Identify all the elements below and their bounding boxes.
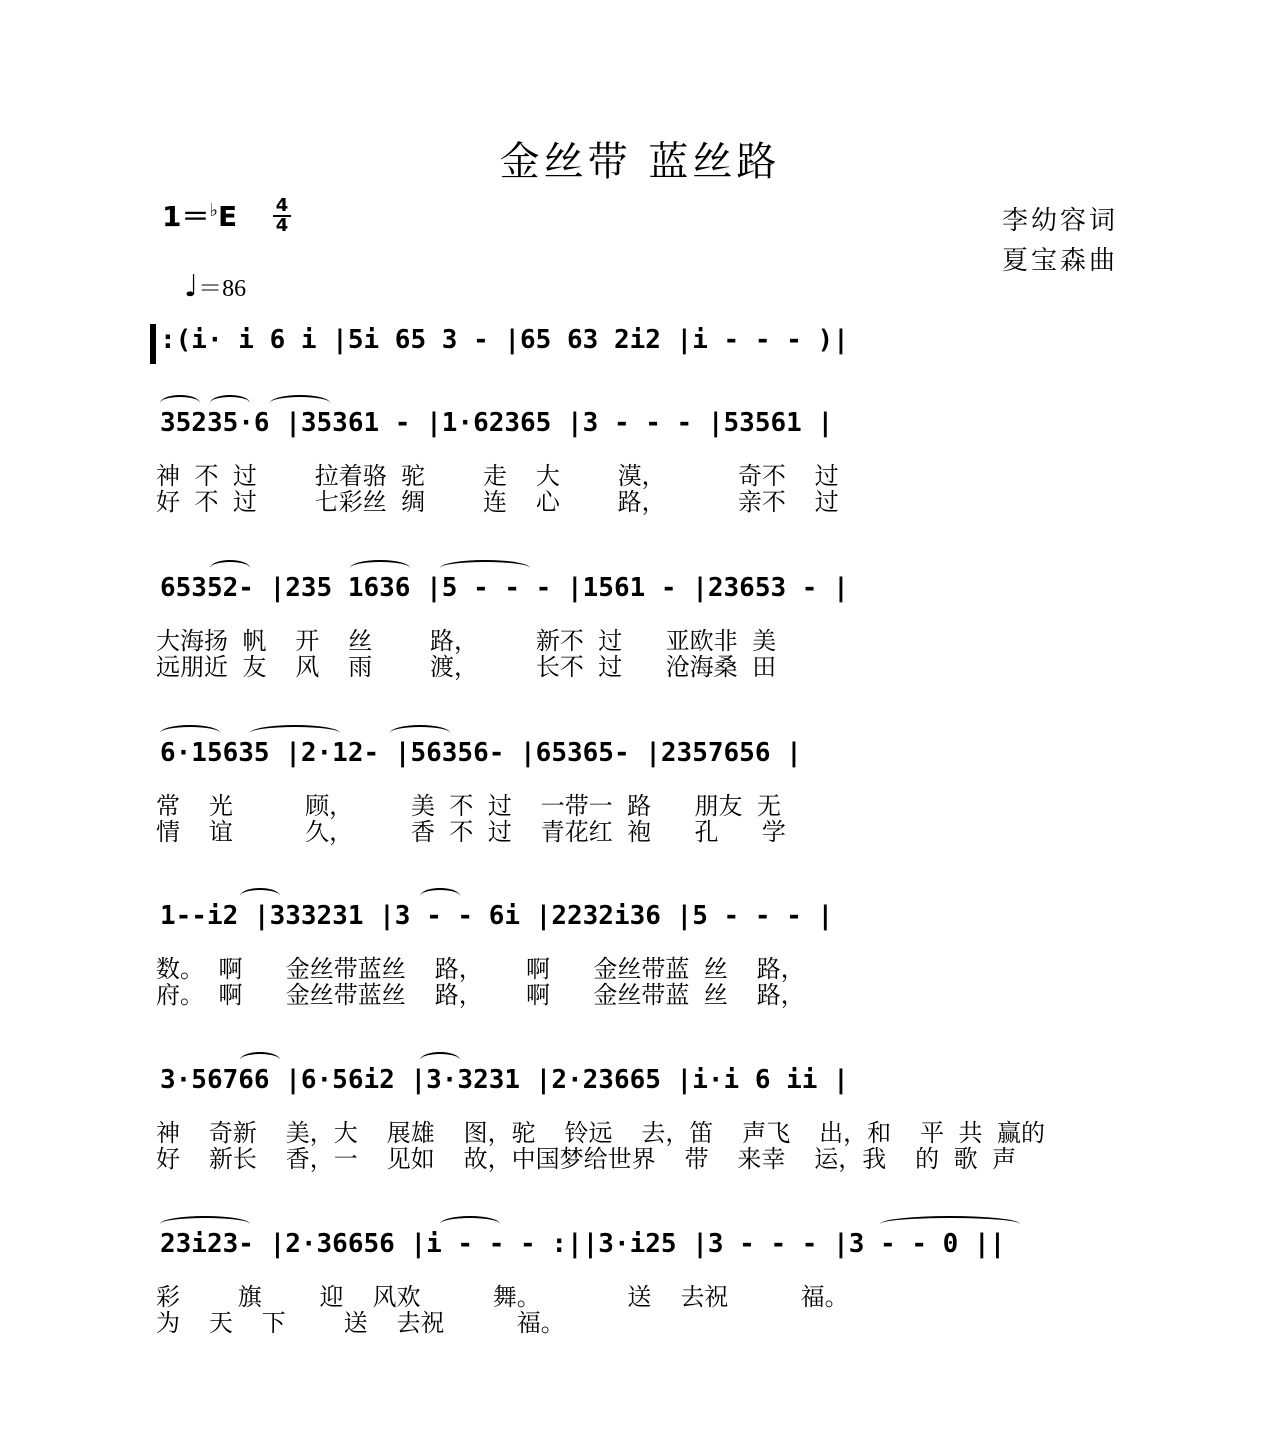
time-bottom: 4 [275,215,289,236]
lyrics-verse-1: 数。 啊 金丝带蓝丝 路， 啊 金丝带蓝 丝 路， [156,955,805,983]
notes-line: 1--i2 |333231 |3 - - 6i |2232i36 |5 - - - | [160,901,834,931]
tempo-mark [184,268,246,304]
key-signature [162,195,237,235]
notes-line: 65352- |235 1636 |5 - - - |1561 - |23653 - | [160,573,849,603]
lyrics-verse-2: 为 天 下 送 去祝 福。 [156,1309,565,1337]
key-label: 1＝ [162,200,210,233]
score-system-7 [150,1226,1145,1366]
composer-credit: 夏宝森曲 [1001,246,1118,276]
notes-line: 6·15635 |2·12- |56356- |65365- |2357656 | [160,738,802,768]
key-note: E [217,200,238,233]
score-system-4 [150,735,1145,875]
lyrics-verse-1: 神 奇新 美，大 展雄 图，驼 铃远 去，笛 声飞 出，和 平 共 赢的 [156,1119,1045,1147]
score-system-3 [150,570,1145,710]
lyrics-verse-2: 远朋近 友 风 雨 渡， 长不 过 沧海桑 田 [156,653,777,681]
lyrics-verse-1: 大海扬 帆 开 丝 路， 新不 过 亚欧非 美 [156,627,777,655]
lyrics-verse-1: 彩 旗 迎 风欢 舞。 送 去祝 福。 [156,1283,849,1311]
score-system-2 [150,405,1145,545]
flat-icon: ♭ [209,200,218,221]
time-top: 4 [275,195,289,216]
notes-line: 35235·6 |35361 - |1·62365 |3 - - - |53561 | [160,408,834,438]
score-system-5 [150,898,1145,1038]
lyrics-verse-2: 情 谊 久， 香 不 过 青花红 袍 孔 学 [156,818,786,846]
lyrics-verse-2: 好 新长 香，一 见如 故，中国梦给世界 带 来幸 运，我 的 歌 声 [156,1145,1017,1173]
repeat-start-bar [150,324,156,364]
notes-line: 3·56766 |6·56i2 |3·3231 |2·23665 |i·i 6 ii | [160,1065,849,1095]
quarter-note-icon: ♩ [184,269,199,304]
lyricist-credit: 李幼容词 [1001,206,1118,236]
notes-line: 23i23- |2·36656 |i - - - :||3·i25 |3 - - - |3 - - 0 || [160,1229,1006,1259]
lyrics-verse-1: 常 光 顾， 美 不 过 一带一 路 朋友 无 [156,792,781,820]
tempo-value: ＝86 [198,276,247,302]
lyrics-verse-2: 好 不 过 七彩丝 绸 连 心 路， 亲不 过 [156,488,839,516]
score-system-6 [150,1062,1145,1202]
time-signature [270,197,294,235]
song-title: 金丝带 蓝丝路 [499,139,781,185]
lyrics-verse-1: 神 不 过 拉着骆 驼 走 大 漠， 奇不 过 [156,462,839,490]
lyrics-verse-2: 府。 啊 金丝带蓝丝 路， 啊 金丝带蓝 丝 路， [156,981,805,1009]
notes-line: :(i· i 6 i |5i 65 3 - |65 63 2i2 |i - - - )| [160,325,849,355]
